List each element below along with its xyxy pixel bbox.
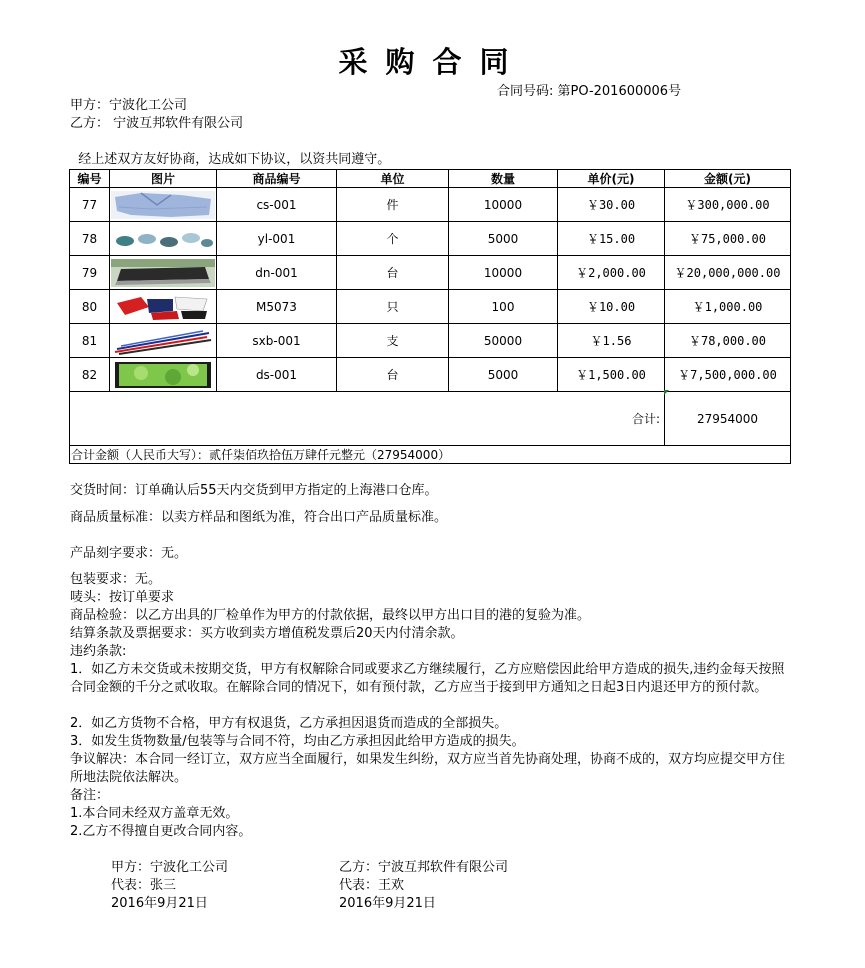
cell-price: ￥1.56	[558, 324, 665, 358]
cell-price: ￥2,000.00	[558, 256, 665, 290]
cell-qty: 10000	[449, 256, 558, 290]
table-header-row	[70, 170, 791, 188]
pens-image	[111, 327, 215, 355]
party-b: 乙方： 宁波互邦软件有限公司	[70, 116, 244, 131]
signature-party-a: 甲方：宁波化工公司	[111, 860, 229, 875]
remark-2: 2.乙方不得擅自更改合同内容。	[70, 824, 252, 839]
cell-qty: 5000	[449, 222, 558, 256]
cell-amount: ￥1,000.00	[665, 290, 791, 324]
cell-unit: 支	[337, 324, 449, 358]
cell-image	[110, 222, 217, 256]
shirt-image	[111, 191, 215, 219]
cell-code: dn-001	[217, 256, 337, 290]
breach-clause-3: 3．如发生货物数量/包装等与合同不符，均由乙方承担因此给甲方造成的损失。	[70, 734, 525, 749]
cell-code: yl-001	[217, 222, 337, 256]
cell-price: ￥15.00	[558, 222, 665, 256]
total-value: 27954000	[665, 392, 791, 446]
remarks-title: 备注：	[70, 788, 110, 803]
cell-image	[110, 188, 217, 222]
table-row	[70, 222, 791, 256]
table-row	[70, 324, 791, 358]
cell-no: 81	[70, 324, 110, 358]
contract-number: 合同号码: 第PO-201600006号	[497, 84, 682, 99]
tv-image	[111, 361, 215, 389]
cell-qty: 10000	[449, 188, 558, 222]
cell-code: ds-001	[217, 358, 337, 392]
cell-amount: ￥300,000.00	[665, 188, 791, 222]
cell-image	[110, 324, 217, 358]
breach-title: 违约条款:	[70, 644, 127, 659]
contract-title: 采购合同	[338, 45, 527, 79]
dispute-clause: 争议解决：本合同一经订立，双方应当全面履行，如果发生纠纷，双方应当首先协商处理，协商不成的，双方均应提交甲方住所地法院依法解决。	[70, 752, 786, 785]
signature-rep-a: 代表：张三	[111, 878, 177, 893]
signature-date-a: 2016年9月21日	[111, 896, 208, 911]
breach-clause-2: 2．如乙方货物不合格，甲方有权退货，乙方承担因退货而造成的全部损失。	[70, 716, 508, 731]
cell-image	[110, 290, 217, 324]
cell-price: ￥1,500.00	[558, 358, 665, 392]
remark-1: 1.本合同未经双方盖章无效。	[70, 806, 239, 821]
cell-unit: 件	[337, 188, 449, 222]
cell-price: ￥30.00	[558, 188, 665, 222]
header-unit: 单位	[337, 170, 449, 188]
cell-no: 82	[70, 358, 110, 392]
amount-words-row	[70, 446, 791, 464]
signature-rep-b: 代表：王欢	[339, 878, 405, 893]
header-no: 编号	[70, 170, 110, 188]
cell-amount: ￥75,000.00	[665, 222, 791, 256]
cell-no: 77	[70, 188, 110, 222]
mice-image	[111, 293, 215, 321]
cell-comment-marker	[664, 390, 669, 395]
header-code: 商品编号	[217, 170, 337, 188]
cell-code: cs-001	[217, 188, 337, 222]
cell-code: M5073	[217, 290, 337, 324]
term-delivery: 交货时间：订单确认后55天内交货到甲方指定的上海港口仓库。	[70, 483, 438, 498]
term-packing: 包装要求：无。	[70, 572, 162, 587]
table-row	[70, 290, 791, 324]
table-row	[70, 358, 791, 392]
header-image: 图片	[110, 170, 217, 188]
items-table	[69, 169, 791, 464]
cell-unit: 只	[337, 290, 449, 324]
cell-no: 80	[70, 290, 110, 324]
amount-in-words: 合计金额（人民币大写）：贰仟柒佰玖拾伍万肆仟元整元（27954000）	[70, 446, 791, 464]
term-quality: 商品质量标准：以卖方样品和图纸为准，符合出口产品质量标准。	[70, 510, 448, 525]
cell-code: sxb-001	[217, 324, 337, 358]
cell-price: ￥10.00	[558, 290, 665, 324]
cell-amount: ￥78,000.00	[665, 324, 791, 358]
total-row	[70, 392, 791, 446]
cell-amount: ￥20,000,000.00	[665, 256, 791, 290]
cell-qty: 5000	[449, 358, 558, 392]
term-inspection: 商品检验：以乙方出具的厂检单作为甲方的付款依据，最终以甲方出口目的港的复验为准。	[70, 608, 591, 623]
signature-date-b: 2016年9月21日	[339, 896, 436, 911]
signature-party-b: 乙方：宁波互邦软件有限公司	[339, 860, 509, 875]
term-shipping-mark: 唛头：按订单要求	[70, 590, 175, 605]
cell-image	[110, 358, 217, 392]
cell-unit: 个	[337, 222, 449, 256]
cell-image	[110, 256, 217, 290]
cell-unit: 台	[337, 256, 449, 290]
laptop-image	[111, 259, 215, 287]
header-qty: 数量	[449, 170, 558, 188]
term-payment: 结算条款及票据要求：买方收到卖方增值税发票后20天内付清余款。	[70, 626, 464, 641]
cell-no: 78	[70, 222, 110, 256]
cell-no: 79	[70, 256, 110, 290]
breach-clause-1: 1．如乙方未交货或未按期交货，甲方有权解除合同或要求乙方继续履行，乙方应赔偿因此给甲方造成的损失,违约金每天按照合同金额的千分之贰收取。在解除合同的情况下，如有预付款，乙方应当于接到甲方通知之日起3日内退还甲方的预付款。	[70, 662, 785, 695]
party-a: 甲方：宁波化工公司	[70, 98, 188, 113]
header-price: 单价(元)	[558, 170, 665, 188]
table-row	[70, 256, 791, 290]
intro-text: 经上述双方友好协商，达成如下协议，以资共同遵守。	[70, 152, 391, 167]
total-label: 合计:	[70, 392, 665, 446]
table-row	[70, 188, 791, 222]
term-engraving: 产品刻字要求：无。	[70, 546, 188, 561]
bottles-image	[111, 225, 215, 253]
cell-qty: 50000	[449, 324, 558, 358]
cell-qty: 100	[449, 290, 558, 324]
header-amount: 金额(元)	[665, 170, 791, 188]
cell-unit: 台	[337, 358, 449, 392]
cell-amount: ￥7,500,000.00	[665, 358, 791, 392]
